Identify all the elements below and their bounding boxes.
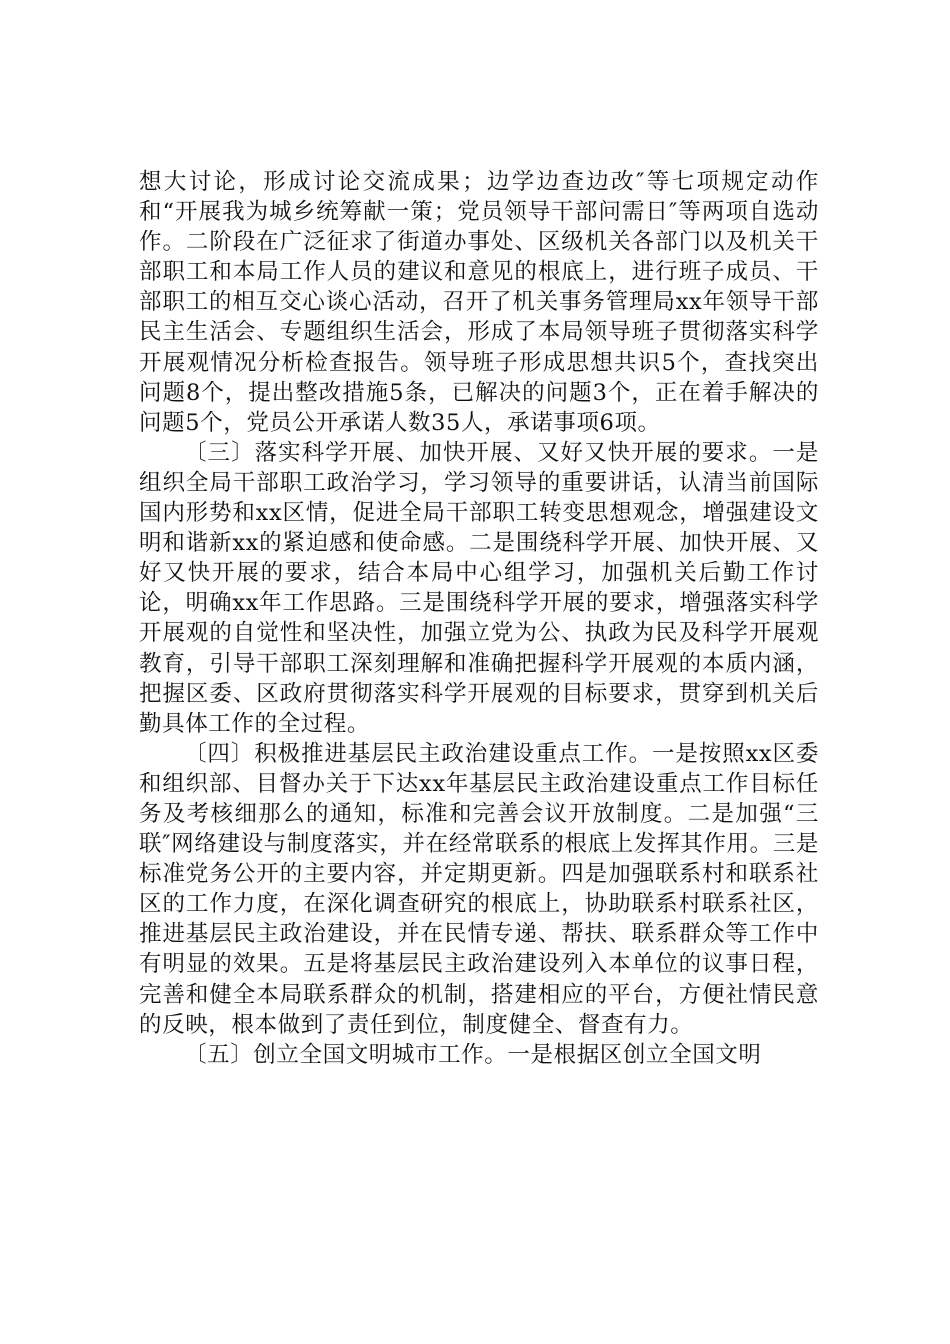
paragraph-study-activities: 想大讨论，形成讨论交流成果；边学边查边改″等七项规定动作和“开展我为城乡统筹献一策；党员领导干部问需日″等两项自选动作。二阶段在广泛征求了街道办事处、区级机关各部门以及机关干部职工和本局工作人员的建议和意见的根底上，进行班子成员、干部职工的相互交心谈心活动，召开了机关事务管理局xx年领导干部民主生活会、专题组织生活会，形成了本局领导班子贯彻落实科学开展观情况分析检查报告。领导班子形成思想共识5个，查找突出问题8个，提出整改措施5条，已解决的问题3个，正在着手解决的问题5个，党员公开承诺人数35人，承诺事项6项。: [139, 169, 819, 436]
paragraph-section-three: 〔三〕落实科学开展、加快开展、又好又快开展的要求。一是组织全局干部职工政治学习，学习领导的重要讲话，认清当前国际国内形势和xx区情，促进全局干部职工转变思想观念，增强建设文明和谐新xx的紧迫感和使命感。二是围绕科学开展、加快开展、又好又快开展的要求，结合本局中心组学习，加强机关后勤工作讨论，明确xx年工作思路。三是围绕科学开展的要求，增强落实科学开展观的自觉性和坚决性，加强立党为公、执政为民及科学开展观教育，引导干部职工深刻理解和准确把握科学开展观的本质内涵，把握区委、区政府贯彻落实科学开展观的目标要求，贯穿到机关后勤具体工作的全过程。: [139, 439, 819, 737]
paragraph-section-five: 〔五〕创立全国文明城市工作。一是根据区创立全国文明: [184, 1041, 762, 1068]
paragraph-section-four: 〔四〕积极推进基层民主政治建设重点工作。一是按照xx区委和组织部、目督办关于下达xx年基层民主政治建设重点工作目标任务及考核细那么的通知，标准和完善会议开放制度。二是加强“三联″网络建设与制度落实，并在经常联系的根底上发挥其作用。三是标准党务公开的主要内容，并定期更新。四是加强联系村和联系社区的工作力度，在深化调查研究的根底上，协助联系村联系社区，推进基层民主政治建设，并在民情专递、帮扶、联系群众等工作中有明显的效果。五是将基层民主政治建设列入本单位的议事日程，完善和健全本局联系群众的机制，搭建相应的平台，方便社情民意的反映，根本做到了责任到位，制度健全、督查有力。: [139, 740, 819, 1038]
document-body: [139, 167, 819, 1070]
